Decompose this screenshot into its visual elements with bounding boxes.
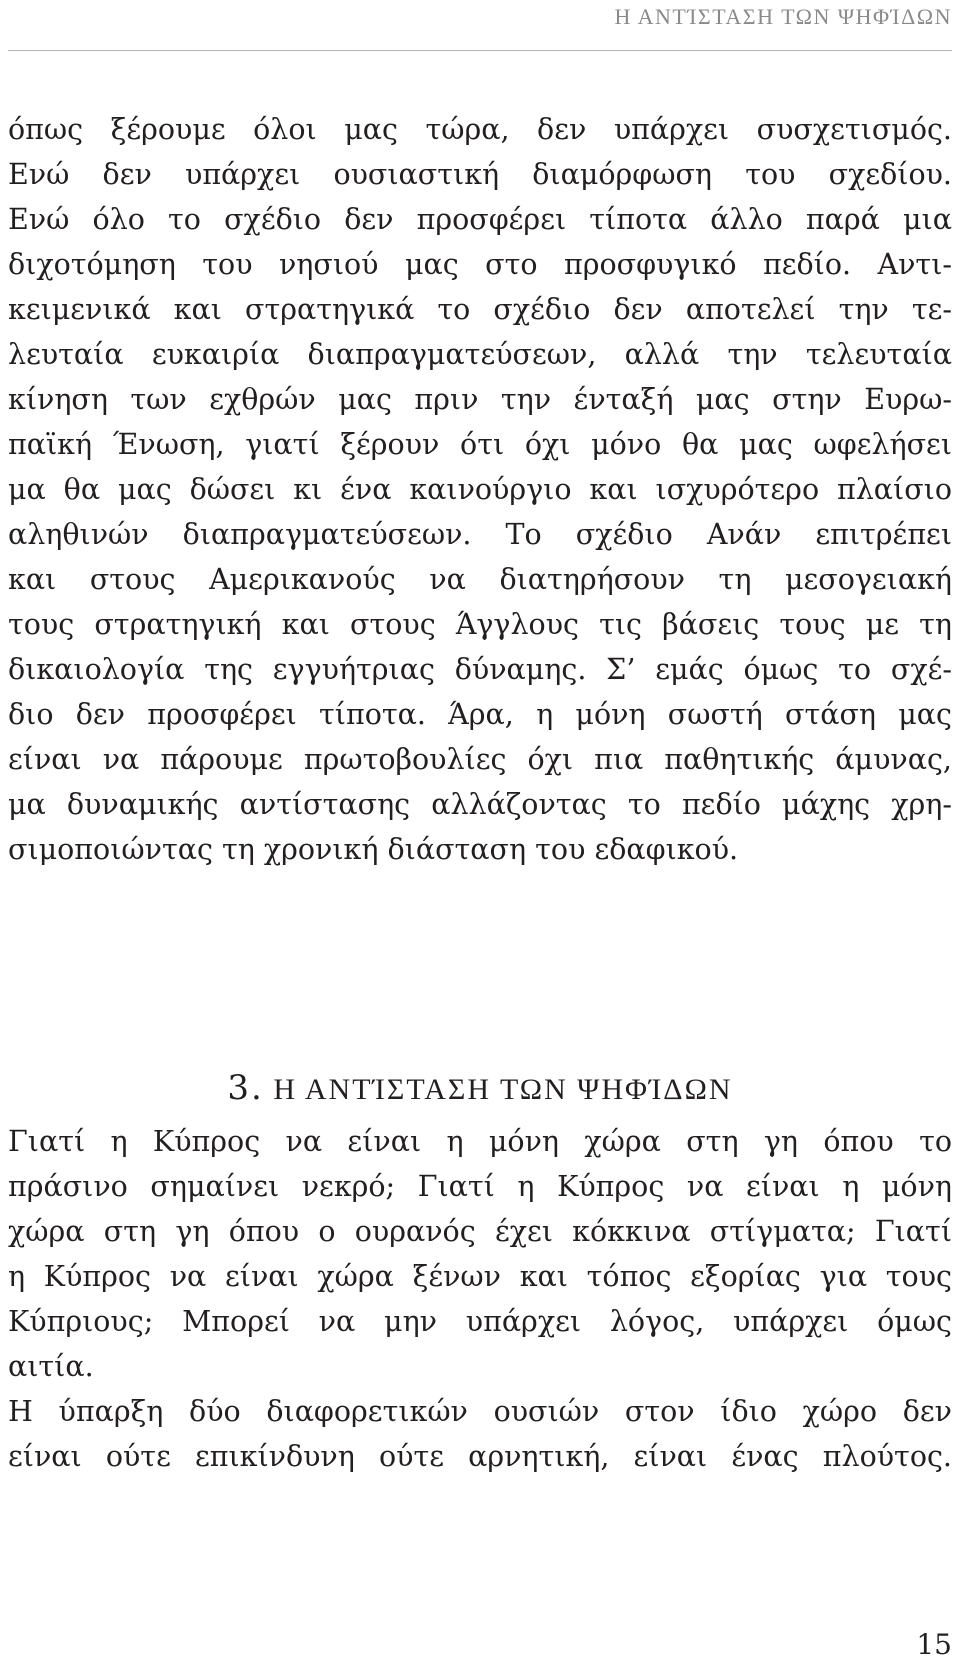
text-line: διο δεν προσφέρει τίποτα. Άρα, η μόνη σωστή στάση μας	[8, 698, 952, 731]
page-number: 15	[916, 1628, 952, 1661]
text-line: διχοτόμηση του νησιού μας στο προσφυγικό πεδίο. Αντι-	[8, 248, 952, 281]
text-line: δικαιολογία της εγγυήτριας δύναμης. Σ’ εμάς όμως το σχέ-	[8, 653, 952, 686]
text-line: χώρα στη γη όπου ο ουρανός έχει κόκκινα στίγματα; Γιατί	[8, 1215, 952, 1248]
text-line: πράσινο σημαίνει νεκρό; Γιατί η Κύπρος να είναι η μόνη	[8, 1170, 952, 1203]
text-line: παϊκή Ένωση, γιατί ξέρουν ότι όχι μόνο θα μας ωφελήσει	[8, 428, 952, 461]
text-line: και στους Αμερικανούς να διατηρήσουν τη μεσογειακή	[8, 563, 952, 596]
text-line: μα θα μας δώσει κι ένα καινούργιο και ισχυρότερο πλαίσιο	[8, 473, 952, 506]
section-title: Η ΑΝΤΊΣΤΑΣΗ ΤΩΝ ΨΗΦΊΔΩΝ	[273, 1073, 733, 1106]
text-line: Ενώ όλο το σχέδιο δεν προσφέρει τίποτα άλλο παρά μια	[8, 203, 952, 236]
text-line: όπως ξέρουμε όλοι μας τώρα, δεν υπάρχει συσχετισμός.	[8, 113, 952, 146]
text-line: η Κύπρος να είναι χώρα ξένων και τόπος εξορίας για τους	[8, 1260, 952, 1293]
text-line: κειμενικά και στρατηγικά το σχέδιο δεν αποτελεί την τε-	[8, 293, 952, 326]
text-line: Γιατί η Κύπρος να είναι η μόνη χώρα στη γη όπου το	[8, 1125, 952, 1158]
header-rule	[8, 50, 952, 51]
text-line: τους στρατηγική και στους Άγγλους τις βάσεις τους με τη	[8, 608, 952, 641]
text-line: Η ύπαρξη δύο διαφορετικών ουσιών στον ίδιο χώρο δεν	[8, 1395, 952, 1428]
section-number: 3.	[227, 1068, 264, 1108]
text-line: είναι να πάρουμε πρωτοβουλίες όχι πια παθητικής άμυνας,	[8, 743, 952, 776]
running-head: Η ΑΝΤΊΣΤΑΣΗ ΤΩΝ ΨΗΦΊΔΩΝ	[614, 4, 952, 29]
text-line: είναι ούτε επικίνδυνη ούτε αρνητική, είναι ένας πλούτος.	[8, 1440, 952, 1473]
text-line: αληθινών διαπραγματεύσεων. Το σχέδιο Ανάν επιτρέπει	[8, 518, 952, 551]
text-line: σιμοποιώντας τη χρονική διάσταση του εδαφικού.	[8, 833, 739, 866]
text-line: κίνηση των εχθρών μας πριν την ένταξή μας στην Ευρω-	[8, 383, 952, 416]
text-line: μα δυναμικής αντίστασης αλλάζοντας το πεδίο μάχης χρη-	[8, 788, 952, 821]
text-line: λευταία ευκαιρία διαπραγματεύσεων, αλλά την τελευταία	[8, 338, 952, 371]
section-heading	[0, 1068, 960, 1108]
text-line: Ενώ δεν υπάρχει ουσιαστική διαμόρφωση του σχεδίου.	[8, 158, 952, 191]
text-line: Κύπριους; Μπορεί να μην υπάρχει λόγος, υπάρχει όμως	[8, 1305, 952, 1338]
text-line: αιτία.	[8, 1350, 94, 1383]
